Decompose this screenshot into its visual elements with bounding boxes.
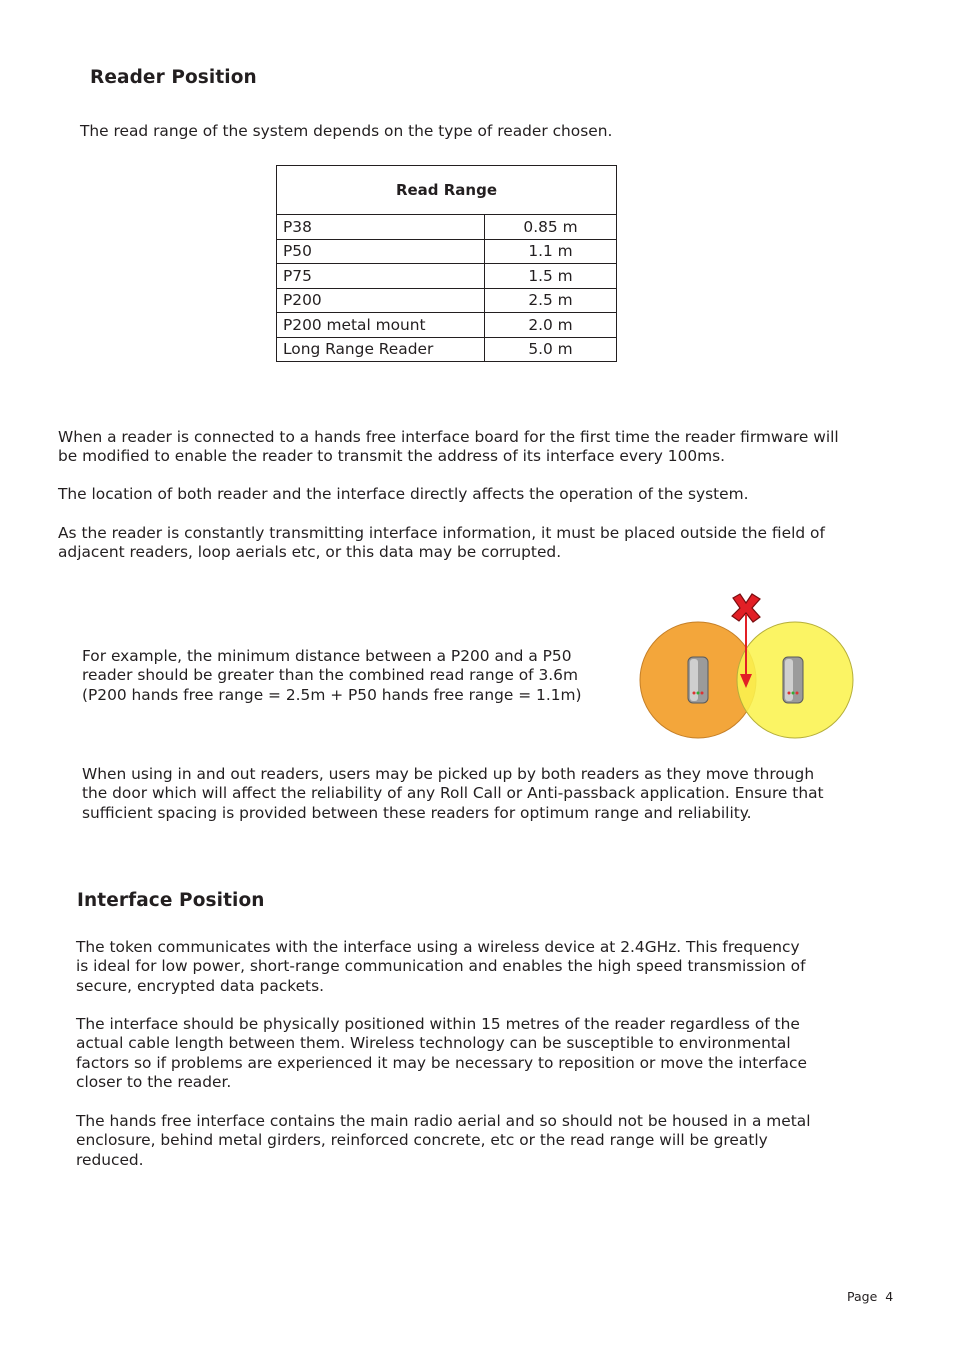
paragraph-example: For example, the minimum distance between a P200 and a P50 reader should be greater than the combined read range of 3.6m (P200 hands free range = 2.5m + P50 hands free range = 1.1m) xyxy=(82,647,582,704)
reader-name-cell: P200 metal mount xyxy=(277,313,485,338)
read-range-cell: 1.5 m xyxy=(485,264,617,289)
reader-name-cell: Long Range Reader xyxy=(277,337,485,362)
page-number: Page 4 xyxy=(847,1289,894,1304)
section-heading-reader-position: Reader Position xyxy=(90,67,257,88)
table-row xyxy=(277,288,617,313)
read-range-cell: 0.85 m xyxy=(485,215,617,240)
read-range-table xyxy=(276,165,617,362)
read-range-cell: 2.5 m xyxy=(485,288,617,313)
table-row xyxy=(277,264,617,289)
reader-name-cell: P50 xyxy=(277,239,485,264)
paragraph-firmware: When a reader is connected to a hands free interface board for the first time the reader firmware will be modified to enable the reader to transmit the address of its interface every 100ms. xyxy=(58,428,839,466)
reader-icon xyxy=(783,657,803,703)
paragraph-wireless: The token communicates with the interface using a wireless device at 2.4GHz. This frequency is ideal for low power, short-range communication and enables the high speed transmission of secure, encrypted data packets. xyxy=(76,938,806,995)
read-range-cell: 2.0 m xyxy=(485,313,617,338)
reader-name-cell: P38 xyxy=(277,215,485,240)
reader-fields-diagram xyxy=(630,590,860,745)
intro-text: The read range of the system depends on the type of reader chosen. xyxy=(80,122,613,140)
paragraph-location: The location of both reader and the interface directly affects the operation of the system. xyxy=(58,485,749,503)
paragraph-in-out: When using in and out readers, users may be picked up by both readers as they move through the door which will affect the reliability of any Roll Call or Anti-passback application. Ensure that sufficient spacing is provided between these readers for optimum range and reliability. xyxy=(82,765,824,822)
read-range-cell: 5.0 m xyxy=(485,337,617,362)
reader-icon xyxy=(688,657,708,703)
table-row xyxy=(277,239,617,264)
table-row xyxy=(277,337,617,362)
paragraph-enclosure: The hands free interface contains the main radio aerial and so should not be housed in a metal enclosure, behind metal girders, reinforced concrete, etc or the read range will be greatly reduced. xyxy=(76,1112,811,1169)
table-row xyxy=(277,215,617,240)
table-header: Read Range xyxy=(277,166,617,215)
table-row xyxy=(277,313,617,338)
paragraph-field: As the reader is constantly transmitting interface information, it must be placed outside the field of adjacent readers, loop aerials etc, or this data may be corrupted. xyxy=(58,524,825,562)
reader-name-cell: P200 xyxy=(277,288,485,313)
reader-name-cell: P75 xyxy=(277,264,485,289)
section-heading-interface-position: Interface Position xyxy=(77,890,265,911)
paragraph-positioning: The interface should be physically positioned within 15 metres of the reader regardless of the actual cable length between them. Wireless technology can be susceptible to environmental factors so if problems are experienced it may be necessary to reposition or move the interface closer to the reader. xyxy=(76,1015,807,1092)
read-range-cell: 1.1 m xyxy=(485,239,617,264)
